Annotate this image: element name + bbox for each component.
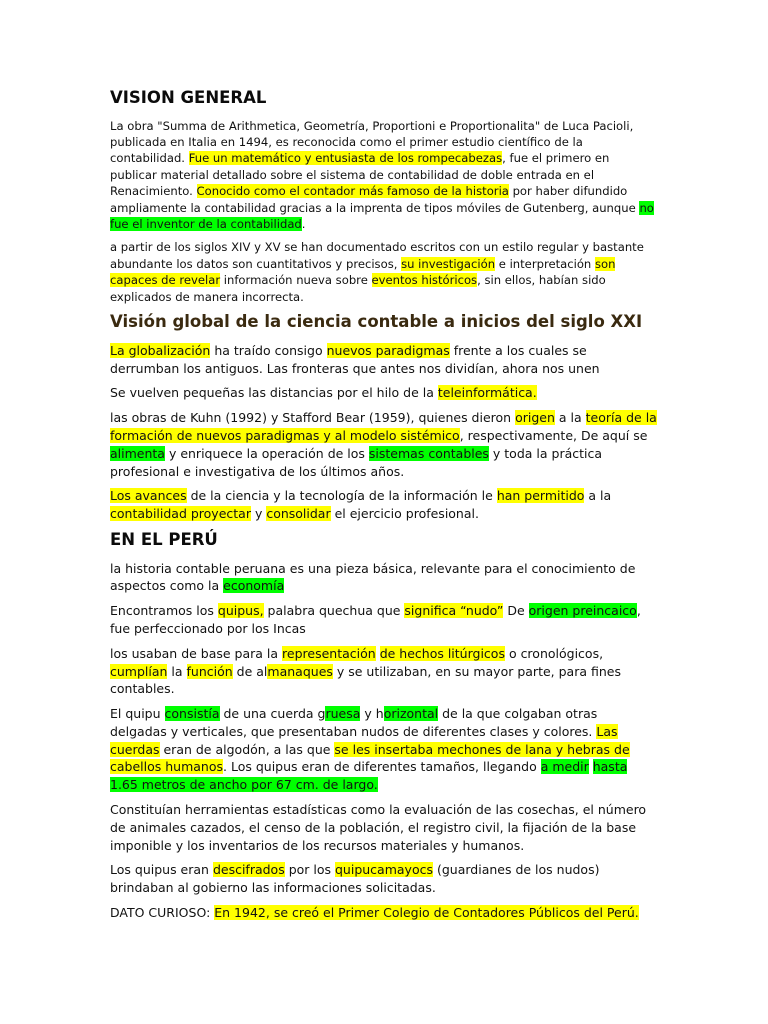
highlighted-text-green: alimenta <box>110 445 165 461</box>
paragraph <box>110 487 658 523</box>
text-run: a la <box>584 488 612 504</box>
text-run: e interpretación <box>495 256 595 271</box>
highlighted-text-yellow: manaques <box>267 663 333 679</box>
paragraph <box>110 409 658 480</box>
text-run: Constituían herramientas estadísticas como la evaluación de las cosechas, el número de animales cazados, el censo de la población, el registro civil, la fijación de la base imponible y los inventarios de los recursos materiales y humanos. <box>110 802 647 853</box>
highlighted-text-yellow: contabilidad proyectar <box>110 506 251 522</box>
text-run: o cronológicos, <box>504 645 604 661</box>
text-run: de la ciencia y la tecnología de la información le <box>186 488 497 504</box>
paragraph <box>110 602 658 638</box>
highlighted-text-yellow: significa “nudo” <box>404 603 504 619</box>
highlighted-text-yellow: quipus, <box>217 603 264 619</box>
text-run: de al <box>232 663 268 679</box>
highlighted-text-yellow: En 1942, se creó el Primer Colegio de Contadores Públicos del Perú. <box>214 905 639 921</box>
text-run: , sin ellos, habían sido explicados de manera incorrecta. <box>110 273 606 304</box>
text-run: , respectivamente, De aquí se <box>459 427 648 443</box>
text-run: por los <box>284 862 335 878</box>
text-run: DATO CURIOSO: <box>110 905 215 921</box>
heading-en-el-peru: EN EL PERÚ <box>110 529 218 549</box>
text-run: a partir de los siglos XIV y XV se han documentado escritos con un estilo regular y bastante abundante los datos son cuantitativos y precisos, <box>110 240 644 271</box>
text-run: la historia contable peruana es una pieza básica, relevante para el conocimiento de aspectos como la <box>110 560 636 594</box>
text-run: . Los quipus eran de diferentes tamaños, llegando <box>223 759 541 775</box>
highlighted-text-yellow: teoría de la formación de nuevos paradigmas y al modelo sistémico <box>110 410 657 443</box>
highlighted-text-green: orizontal <box>383 706 439 722</box>
highlighted-text-yellow: han permitido <box>496 488 585 504</box>
highlighted-text-yellow: eventos históricos <box>371 273 478 288</box>
text-run: por haber difundido ampliamente la contabilidad gracias a la imprenta de tipos móviles de Gutenberg, aunque <box>110 184 640 215</box>
text-run: frente a los cuales se derrumban los antiguos. Las fronteras que antes nos dividían, ahora nos unen <box>110 342 600 376</box>
text-run: y h <box>360 706 384 722</box>
paragraph <box>110 118 658 233</box>
text-run: y enriquece la operación de los <box>164 445 369 461</box>
highlighted-text-green: hasta 1.65 metros de ancho por 67 cm. de largo. <box>110 759 628 793</box>
paragraph <box>110 801 658 854</box>
highlighted-text-yellow: La globalización <box>110 342 211 358</box>
highlighted-text-green: a medir <box>540 759 589 775</box>
text-run: Se vuelven pequeñas las distancias por el hilo de la <box>110 385 438 401</box>
highlighted-text-yellow: Los avances <box>110 488 187 504</box>
text-run: (guardianes de los nudos) brindaban al gobierno las informaciones solicitadas. <box>110 862 600 896</box>
highlighted-text-yellow: representación <box>282 645 376 661</box>
highlighted-text-yellow: nuevos paradigmas <box>326 342 450 358</box>
text-run: a la <box>554 410 586 426</box>
highlighted-text-yellow: de hechos litúrgicos <box>379 645 505 661</box>
highlighted-text-green: consistía <box>164 706 220 722</box>
paragraph <box>110 239 658 305</box>
text-run: Encontramos los <box>110 603 218 619</box>
highlighted-text-yellow: cumplían <box>110 663 168 679</box>
paragraph <box>110 384 658 402</box>
paragraph <box>110 861 658 897</box>
text-run: El quipu <box>110 706 165 722</box>
highlighted-text-yellow: Conocido como el contador más famoso de la historia <box>196 184 509 199</box>
highlighted-text-yellow: origen <box>515 410 555 426</box>
text-run: eran de algodón, a las que <box>159 741 335 757</box>
paragraph <box>110 705 658 794</box>
highlighted-text-yellow: Fue un matemático y entusiasta de los rompecabezas <box>188 151 503 166</box>
text-run: de la que colgaban otras delgadas y verticales, que presentaban nudos de diferentes clases y colores. <box>110 706 598 739</box>
text-run: los usaban de base para la <box>110 645 283 661</box>
text-run: y <box>250 506 267 522</box>
highlighted-text-yellow: teleinformática. <box>437 385 537 401</box>
highlighted-text-green: economía <box>223 578 285 594</box>
text-run: y se utilizaban, en su mayor parte, para fines contables. <box>110 663 621 697</box>
text-run: Los quipus eran <box>110 862 213 878</box>
text-run: palabra quechua que <box>263 603 405 619</box>
paragraph <box>110 560 658 596</box>
text-run: , fue perfeccionado por los Incas <box>110 603 641 636</box>
document-page <box>110 88 658 929</box>
paragraph <box>110 342 658 378</box>
heading-vision-general: VISION GENERAL <box>110 88 267 107</box>
highlighted-text-green: origen preincaico <box>528 603 637 619</box>
text-run: ha traído consigo <box>210 342 327 358</box>
highlighted-text-yellow: Las cuerdas <box>110 723 618 757</box>
highlighted-text-green: no fue el inventor de la contabilidad <box>110 200 654 232</box>
text-run: la <box>167 663 187 679</box>
highlighted-text-yellow: se les insertaba mechones de lana y hebras de cabellos humanos <box>110 741 630 775</box>
text-run: el ejercicio profesional. <box>330 506 479 522</box>
highlighted-text-yellow: consolidar <box>266 506 331 522</box>
text-run: información nueva sobre <box>220 273 372 288</box>
text-run: y toda la práctica profesional e investigativa de los últimos años. <box>110 445 603 479</box>
paragraph <box>110 645 658 698</box>
highlighted-text-green: ruesa <box>325 706 361 722</box>
paragraph <box>110 904 658 922</box>
highlighted-text-yellow: función <box>186 663 233 679</box>
text-run: las obras de Kuhn (1992) y Stafford Bear (1959), quienes dieron <box>110 410 516 426</box>
highlighted-text-yellow: su investigación <box>401 256 496 271</box>
highlighted-text-yellow: quipucamayocs <box>335 862 433 878</box>
text-run: . <box>301 217 306 232</box>
text-run: De <box>503 603 529 619</box>
highlighted-text-yellow: descifrados <box>212 862 285 878</box>
text-run: La obra "Summa de Arithmetica, Geometría, Proportioni e Proportionalita" de Luca Pacioli, publicada en Italia en 1494, es reconocida como el primer estudio científico de la contabilidad. <box>110 118 634 166</box>
highlighted-text-green: sistemas contables <box>368 445 489 461</box>
heading-vision-global: Visión global de la ciencia contable a inicios del siglo XXI <box>110 312 643 332</box>
text-run: de una cuerda g <box>219 706 326 722</box>
text-run: , fue el primero en publicar material detallado sobre el sistema de contabilidad de doble entrada en el Renacimiento. <box>110 151 610 199</box>
highlighted-text-yellow: son capaces de revelar <box>110 256 616 288</box>
